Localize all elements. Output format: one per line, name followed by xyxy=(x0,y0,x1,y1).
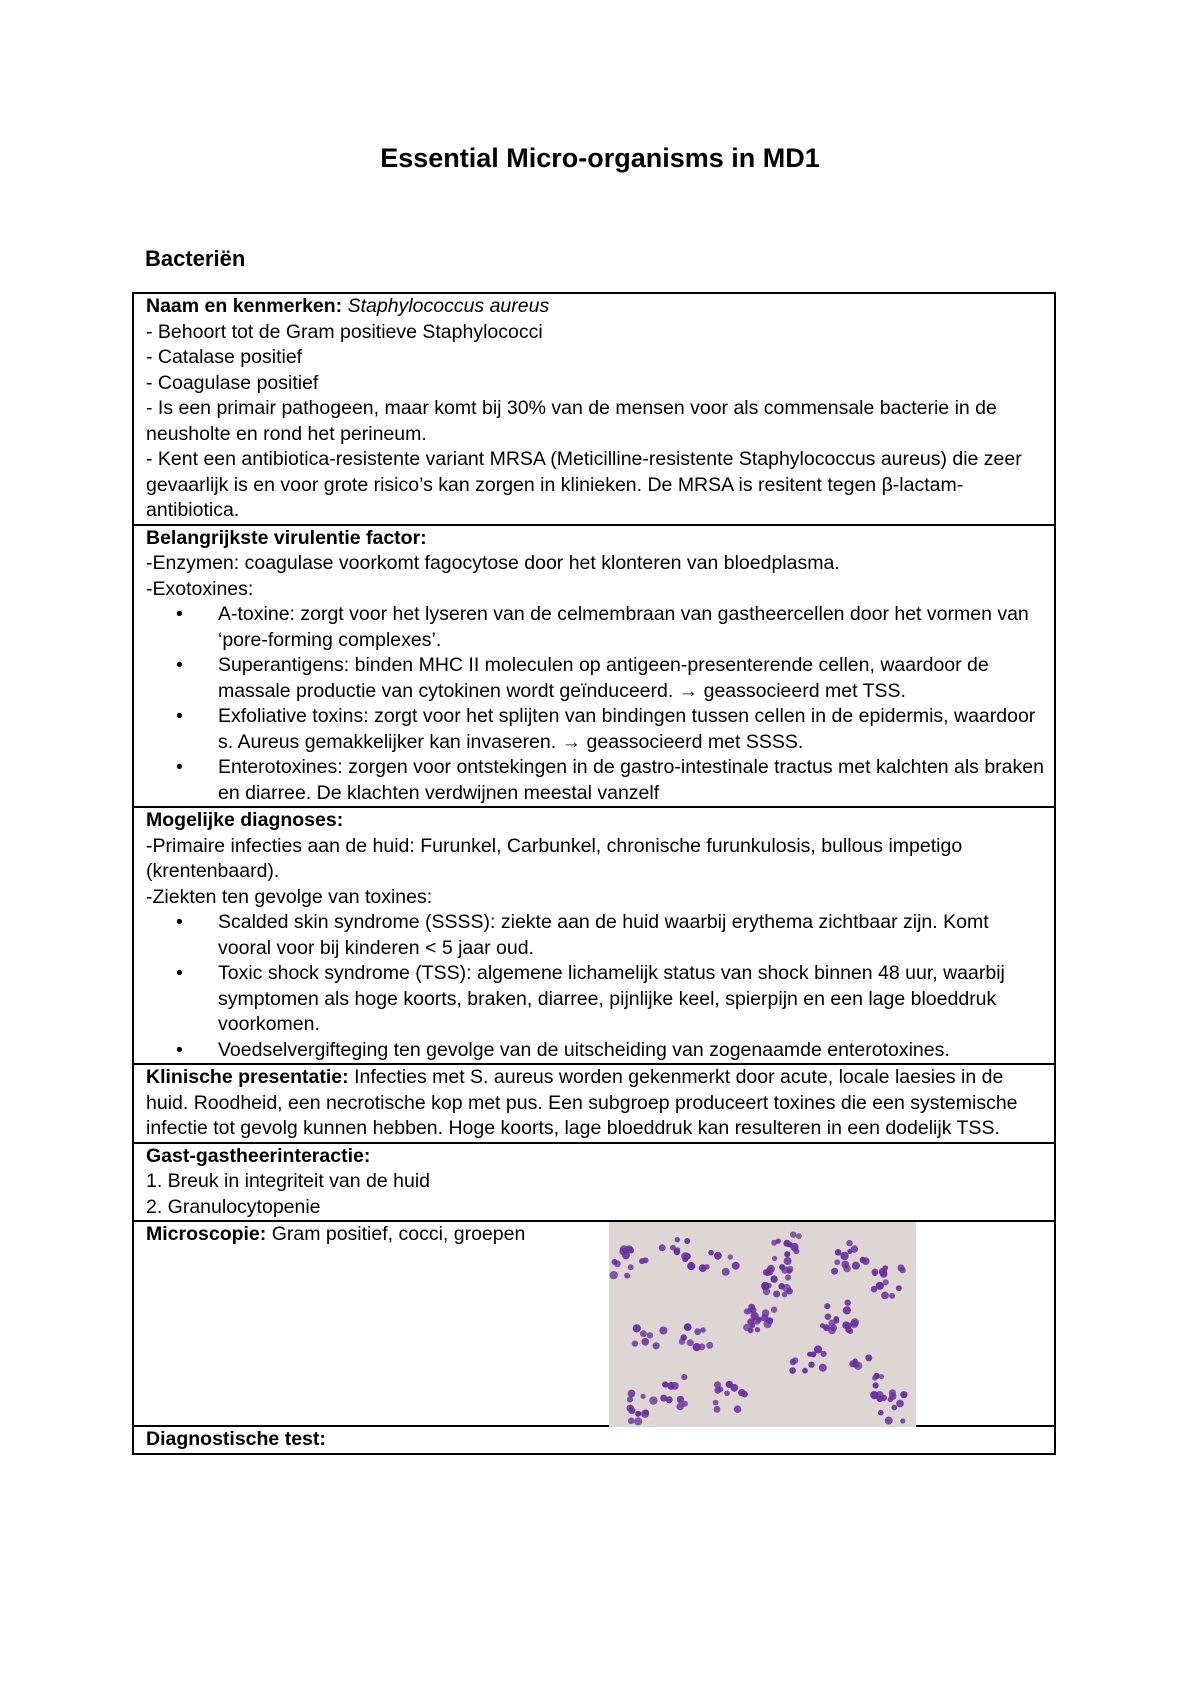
klinisch-text: Infecties met S. aureus worden gekenmerkt door acute, locale laesies in de huid. Roodheid, een necrotische kop met pus. Een subgroep produceert toxines die een systemische infectie tot gevolg kunnen hebben. Hoge koorts, lage bloeddruk kan resulteren in een dodelijk TSS. xyxy=(146,1066,1018,1139)
coccus-cell xyxy=(845,1300,851,1306)
coccus-cell xyxy=(873,1382,879,1388)
coccus-cell xyxy=(675,1237,680,1242)
coccus-cell xyxy=(676,1403,684,1411)
coccus-cell xyxy=(879,1268,887,1276)
list-item: • Exfoliative toxins: zorgt voor het splijten van bindingen tussen cellen in de epidermis, waardoor s. Aureus gemakkelijker kan invaseren. → geassocieerd met SSSS. xyxy=(218,704,1044,755)
coccus-cell xyxy=(891,1405,897,1411)
coccus-cell xyxy=(660,1395,667,1402)
coccus-cell xyxy=(835,1249,842,1256)
coccus-cell xyxy=(796,1233,802,1239)
list-item: • Voedselvergifteging ten gevolge van de uitscheiding van zogenaamde enterotoxines. xyxy=(218,1038,1044,1064)
coccus-cell xyxy=(900,1418,905,1423)
gast-line: 2. Granulocytopenie xyxy=(146,1195,321,1218)
coccus-cell xyxy=(850,1320,858,1328)
coccus-cell xyxy=(687,1339,694,1346)
cell-diagnoses xyxy=(133,807,1055,1064)
coccus-cell xyxy=(748,1327,754,1333)
cell-gast xyxy=(133,1143,1055,1222)
list-item: • Scalded skin syndrome (SSSS): ziekte aan de huid waarbij erythema zichtbaar zijn. Komt vooral voor bij kinderen < 5 jaar oud. xyxy=(218,910,1044,961)
coccus-cell xyxy=(897,1264,904,1271)
naam-line: - Kent een antibiotica-resistente variant MRSA (Meticilline-resistente Staphylococcus aureus) die zeer gevaarlijk is en voor grote risico’s kan zorgen in klinieken. De MRSA is resitent tegen β-lactam-antibiotica. xyxy=(146,448,1022,521)
coccus-cell xyxy=(634,1417,642,1425)
coccus-cell xyxy=(755,1327,760,1332)
list-item: • Enterotoxines: zorgen voor ontstekingen in de gastro-intestinale tractus met kalchten als braken en diarree. De klachten verdwijnen meestal vanzelf xyxy=(218,755,1044,806)
list-item: • A-toxine: zorgt voor het lyseren van de celmembraan van gastheercellen door het vormen van ‘pore-forming complexes’. xyxy=(218,602,1044,653)
coccus-cell xyxy=(700,1327,705,1332)
coccus-cell xyxy=(713,1400,719,1406)
coccus-cell xyxy=(876,1282,884,1290)
coccus-cell xyxy=(734,1405,742,1413)
diagnoses-line: -Ziekten ten gevolge van toxines: xyxy=(146,885,433,908)
coccus-cell xyxy=(694,1328,701,1335)
coccus-cell xyxy=(679,1338,686,1345)
coccus-cell xyxy=(831,1268,838,1275)
coccus-cell xyxy=(852,1262,860,1270)
coccus-cell xyxy=(653,1342,660,1349)
coccus-cell xyxy=(614,1260,621,1267)
klinisch-label: Klinische presentatie: xyxy=(146,1066,349,1088)
row-diagnostisch xyxy=(133,1426,1055,1454)
coccus-cell xyxy=(627,1396,633,1402)
cell-diagnostisch xyxy=(133,1426,1055,1454)
coccus-cell xyxy=(641,1410,649,1418)
microscopie-text: Gram positief, cocci, groepen xyxy=(266,1223,526,1245)
organism-name: Staphylococcus aureus xyxy=(347,295,550,317)
coccus-cell xyxy=(667,1382,675,1390)
coccus-cell xyxy=(885,1417,893,1425)
coccus-cell xyxy=(628,1390,636,1398)
coccus-cell xyxy=(647,1332,653,1338)
coccus-cell xyxy=(728,1254,733,1259)
microscopie-label: Microscopie: xyxy=(146,1223,267,1245)
row-gast xyxy=(133,1143,1055,1222)
coccus-cell xyxy=(877,1396,884,1403)
micrograph-background xyxy=(609,1222,916,1427)
coccus-cell xyxy=(714,1406,721,1413)
coccus-cell xyxy=(810,1351,816,1357)
coccus-cell xyxy=(787,1266,794,1273)
cell-klinisch xyxy=(133,1064,1055,1143)
coccus-cell xyxy=(708,1250,714,1256)
coccus-cell xyxy=(770,1275,777,1282)
coccus-cell xyxy=(682,1256,688,1262)
coccus-cell xyxy=(714,1381,721,1388)
coccus-cell xyxy=(627,1405,634,1412)
coccus-cell xyxy=(659,1244,666,1251)
row-klinisch xyxy=(133,1064,1055,1143)
virulentie-line: -Enzymen: coagulase voorkomt fagocytose door het klonteren van bloedplasma. xyxy=(146,552,840,574)
coccus-cell xyxy=(706,1342,713,1349)
coccus-cell xyxy=(670,1245,676,1251)
coccus-cell xyxy=(872,1271,878,1277)
coccus-cell xyxy=(628,1418,635,1425)
coccus-cell xyxy=(677,1396,684,1403)
coccus-cell xyxy=(610,1271,618,1279)
coccus-cell xyxy=(847,1328,853,1334)
coccus-cell xyxy=(732,1262,740,1270)
gast-line: 1. Breuk in integriteit van de huid xyxy=(146,1170,431,1192)
virulentie-line: -Exotoxines: xyxy=(146,577,254,600)
row-diagnoses xyxy=(133,807,1055,1064)
coccus-cell xyxy=(843,1306,851,1314)
virulentie-label: Belangrijkste virulentie factor: xyxy=(146,526,427,549)
coccus-cell xyxy=(825,1313,832,1320)
coccus-cell xyxy=(764,1269,771,1276)
organism-table xyxy=(132,292,1056,1455)
coccus-cell xyxy=(790,1231,796,1237)
coccus-cell xyxy=(865,1354,872,1361)
coccus-cell xyxy=(624,1273,630,1279)
coccus-cell xyxy=(620,1245,628,1253)
section-heading: Bacteriën xyxy=(145,246,246,271)
coccus-cell xyxy=(641,1394,646,1399)
coccus-cell xyxy=(684,1238,690,1244)
coccus-cell xyxy=(748,1304,755,1311)
coccus-cell xyxy=(687,1262,695,1270)
coccus-cell xyxy=(843,1265,851,1273)
row-virulentie xyxy=(133,525,1055,808)
coccus-cell xyxy=(828,1327,836,1335)
naam-line: - Catalase positief xyxy=(146,346,303,368)
coccus-cell xyxy=(756,1317,762,1323)
coccus-cell xyxy=(738,1389,745,1396)
coccus-cell xyxy=(771,1307,777,1313)
row-microscopie xyxy=(133,1221,1055,1426)
coccus-cell xyxy=(824,1303,830,1309)
coccus-cell xyxy=(704,1264,709,1269)
coccus-cell xyxy=(872,1376,877,1381)
coccus-cell xyxy=(639,1258,645,1264)
coccus-cell xyxy=(896,1285,902,1291)
coccus-cell xyxy=(744,1308,750,1314)
list-item: • Superantigens: binden MHC II moleculen op antigeen-presenterende cellen, waardoor de massale productie van cytokinen wordt geïnduceerd. → geassocieerd met TSS. xyxy=(218,653,1044,704)
coccus-cell xyxy=(772,1256,777,1261)
coccus-cell xyxy=(851,1245,859,1253)
cell-microscopie xyxy=(133,1221,1055,1426)
diagnoses-line: -Primaire infecties aan de huid: Furunkel, Carbunkel, chronische furunkulosis, bullous impetigo (krentenbaard). xyxy=(146,834,963,882)
diagnoses-label: Mogelijke diagnoses: xyxy=(146,809,344,831)
list-item: • Toxic shock syndrome (TSS): algemene lichamelijk status van shock binnen 48 uur, waarbij symptomen als hoge koorts, braken, diarree, pijnlijke keel, spierpijn en een lage bloeddruk voorkomen. xyxy=(218,961,1044,1038)
coccus-cell xyxy=(789,1367,796,1374)
coccus-cell xyxy=(802,1368,808,1374)
coccus-cell xyxy=(762,1309,770,1317)
coccus-cell xyxy=(896,1400,904,1408)
coccus-cell xyxy=(773,1291,780,1298)
virulentie-list xyxy=(146,602,1044,806)
coccus-cell xyxy=(632,1340,638,1346)
coccus-cell xyxy=(790,1243,798,1251)
coccus-cell xyxy=(833,1318,839,1324)
coccus-cell xyxy=(684,1323,692,1331)
coccus-cell xyxy=(900,1391,907,1398)
coccus-cell xyxy=(628,1264,634,1270)
coccus-cell xyxy=(778,1283,785,1290)
coccus-cell xyxy=(785,1274,791,1280)
naam-line: - Coagulase positief xyxy=(146,371,319,394)
naam-line: - Is een primair pathogeen, maar komt bij 30% van de mensen voor als commensale bacterie in de neusholte en rond het perineum. xyxy=(146,397,997,445)
coccus-cell xyxy=(853,1361,860,1368)
coccus-cell xyxy=(879,1374,884,1379)
gast-label: Gast-gastheerinteractie: xyxy=(146,1144,371,1167)
coccus-cell xyxy=(642,1338,650,1346)
coccus-cell xyxy=(766,1283,772,1289)
document-title: Essential Micro-organisms in MD1 xyxy=(380,143,820,173)
diagnoses-list xyxy=(146,910,1044,1063)
coccus-cell xyxy=(808,1362,814,1368)
naam-label: Naam en kenmerken: xyxy=(146,295,343,317)
row-naam xyxy=(133,293,1055,525)
coccus-cell xyxy=(834,1259,840,1265)
coccus-cell xyxy=(724,1391,730,1397)
coccus-cell xyxy=(726,1381,732,1387)
coccus-cell xyxy=(820,1323,825,1328)
naam-line: - Behoort tot de Gram positieve Staphylococci xyxy=(146,320,543,343)
coccus-cell xyxy=(776,1239,781,1244)
coccus-cell xyxy=(784,1251,790,1257)
coccus-cell xyxy=(821,1351,827,1357)
coccus-cell xyxy=(889,1293,895,1299)
coccus-cell xyxy=(693,1343,701,1351)
coccus-cell xyxy=(635,1411,641,1417)
coccus-cell xyxy=(889,1392,897,1400)
coccus-cell xyxy=(860,1257,866,1263)
gram-stain-micrograph xyxy=(609,1222,916,1427)
cell-naam xyxy=(133,293,1055,525)
cell-virulentie xyxy=(133,525,1055,808)
coccus-cell xyxy=(792,1357,798,1363)
coccus-cell xyxy=(649,1396,657,1404)
coccus-cell xyxy=(779,1264,785,1270)
diagnostisch-label: Diagnostische test: xyxy=(146,1428,326,1450)
coccus-cell xyxy=(784,1257,792,1265)
coccus-cell xyxy=(819,1364,827,1372)
coccus-cell xyxy=(846,1240,852,1246)
coccus-cell xyxy=(786,1288,793,1295)
microscopie-text-block xyxy=(146,1222,576,1248)
coccus-cell xyxy=(722,1268,730,1276)
coccus-cell xyxy=(840,1252,848,1260)
coccus-cell xyxy=(878,1410,884,1416)
coccus-cell xyxy=(659,1327,667,1335)
coccus-cell xyxy=(633,1324,641,1332)
coccus-cell xyxy=(681,1374,687,1380)
coccus-cell xyxy=(730,1384,738,1392)
coccus-cell xyxy=(763,1288,770,1295)
coccus-cell xyxy=(640,1330,647,1337)
coccus-cell xyxy=(881,1292,889,1300)
coccus-cell xyxy=(714,1252,722,1260)
